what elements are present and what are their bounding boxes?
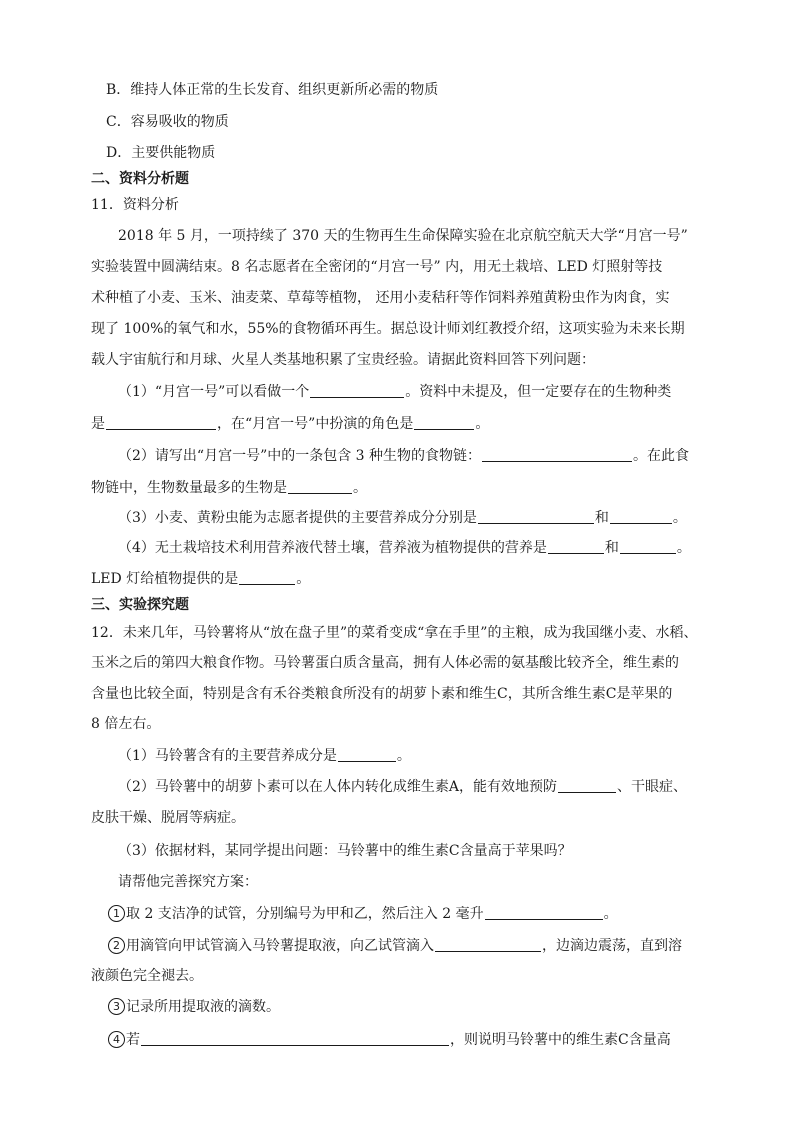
step-number-circle: 1 <box>108 905 125 922</box>
instruction-line: 请帮他完善探究方案： <box>118 874 258 890</box>
option-c: C．容易吸收的物质 <box>106 114 229 130</box>
sub-question-1 <box>0 381 794 403</box>
sub-question-2-cont <box>0 477 794 499</box>
sub-question-2 <box>0 445 794 467</box>
paragraph-line: 实验装置中圆满结束。8 名志愿者在全密闭的“月宫一号” 内，用无土栽培、LED 灯照射等技 <box>91 259 663 275</box>
sub-question-4-cont <box>0 568 794 590</box>
answer-blank[interactable] <box>338 746 396 762</box>
question-text: （2）马铃薯中的胡萝卜素可以在人体内转化成维生素A，能有效地预防 、干眼症、 <box>118 779 688 795</box>
question-text: LED 灯给植物提供的是 。 <box>91 571 311 587</box>
answer-blank[interactable] <box>414 414 474 430</box>
sub-question-3: （3）依据材料，某同学提出问题：马铃薯中的维生素C含量高于苹果吗？ <box>118 843 572 859</box>
question-text: 1 取 2 支洁净的试管，分别编号为甲和乙，然后注入 2 毫升 。 <box>108 903 618 925</box>
question-text: 物链中，生物数量最多的生物是 。 <box>91 480 367 496</box>
sub-question-1-cont <box>0 413 794 435</box>
step-1 <box>0 903 794 925</box>
section-heading-3: 三、实验探究题 <box>91 597 189 613</box>
question-11-title: 11．资料分析 <box>91 197 179 213</box>
sub-question-3 <box>0 507 794 529</box>
question-text: 2 用滴管向甲试管滴入马铃薯提取液，向乙试管滴入 ，边滴边震荡，直到溶 <box>108 935 682 957</box>
question-text: （2）请写出“月宫一号”中的一条包含 3 种生物的食物链： 。在此食 <box>118 448 690 464</box>
question-text: （4）无土栽培技术利用营养液代替土壤，营养液为植物提供的营养是 和 。 <box>118 540 691 556</box>
step-2-cont: 液颜色完全褪去。 <box>91 968 203 984</box>
paragraph-line: 载人宇宙航行和月球、火星人类基地积累了宝贵经验。请据此资料回答下列问题： <box>91 352 595 368</box>
paragraph-line: 12．未来几年，马铃薯将从“放在盘子里”的菜肴变成“拿在手里”的主粮，成为我国继小麦、水稻、 <box>91 625 698 641</box>
step-number-circle: 4 <box>108 1031 125 1048</box>
question-text: （3）小麦、黄粉虫能为志愿者提供的主要营养成分分别是 和 。 <box>118 510 687 526</box>
question-text: （1）马铃薯含有的主要营养成分是 。 <box>118 748 411 764</box>
paragraph-line: 2018 年 5 月，一项持续了 370 天的生物再生生命保障实验在北京航空航天大学“月宫一号” <box>118 228 688 244</box>
answer-blank[interactable] <box>106 414 216 430</box>
paragraph-line: 术种植了小麦、玉米、油麦菜、草莓等植物， 还用小麦秸秆等作饲料养殖黄粉虫作为肉食，实 <box>91 290 670 306</box>
step-4 <box>0 1029 794 1051</box>
paragraph-line: 含量也比较全面，特别是含有禾谷类粮食所没有的胡萝卜素和维生C，其所含维生素C是苹果的 <box>91 686 673 702</box>
sub-question-2-cont: 皮肤干燥、脱屑等病症。 <box>91 810 245 826</box>
paragraph-line: 8 倍左右。 <box>91 716 161 732</box>
option-b: B．维持人体正常的生长发育、组织更新所必需的物质 <box>106 82 439 98</box>
answer-blank[interactable] <box>485 904 603 920</box>
question-text: （1）“月宫一号”可以看做一个 。资料中未提及，但一定要存在的生物种类 <box>118 384 672 400</box>
answer-blank[interactable] <box>620 538 676 554</box>
answer-blank[interactable] <box>482 446 632 462</box>
answer-blank[interactable] <box>239 569 295 585</box>
question-text: 是 ，在“月宫一号”中扮演的角色是 。 <box>91 416 490 432</box>
step-3 <box>0 996 794 1018</box>
answer-blank[interactable] <box>435 936 541 952</box>
answer-blank[interactable] <box>548 538 604 554</box>
answer-blank[interactable] <box>310 382 404 398</box>
answer-blank[interactable] <box>610 508 672 524</box>
sub-question-4 <box>0 537 794 559</box>
paragraph-line: 现了 100%的氧气和水，55%的食物循环再生。据总设计师刘红教授介绍，这项实验为未来长期 <box>91 321 685 337</box>
question-text: 3 记录所用提取液的滴数。 <box>108 996 280 1018</box>
sub-question-1 <box>0 745 794 767</box>
step-2 <box>0 935 794 957</box>
question-text: 4 若 ，则说明马铃薯中的维生素C含量高 <box>108 1029 671 1051</box>
answer-blank[interactable] <box>478 508 594 524</box>
section-heading-2: 二、资料分析题 <box>91 171 189 187</box>
option-d: D．主要供能物质 <box>106 145 216 161</box>
sub-question-2 <box>0 776 794 798</box>
step-number-circle: 2 <box>108 937 125 954</box>
answer-blank[interactable] <box>288 478 352 494</box>
answer-blank[interactable] <box>558 777 616 793</box>
step-number-circle: 3 <box>108 998 125 1015</box>
answer-blank[interactable] <box>141 1030 449 1046</box>
paragraph-line: 玉米之后的第四大粮食作物。马铃薯蛋白质含量高，拥有人体必需的氨基酸比较齐全，维生素的 <box>91 655 679 671</box>
